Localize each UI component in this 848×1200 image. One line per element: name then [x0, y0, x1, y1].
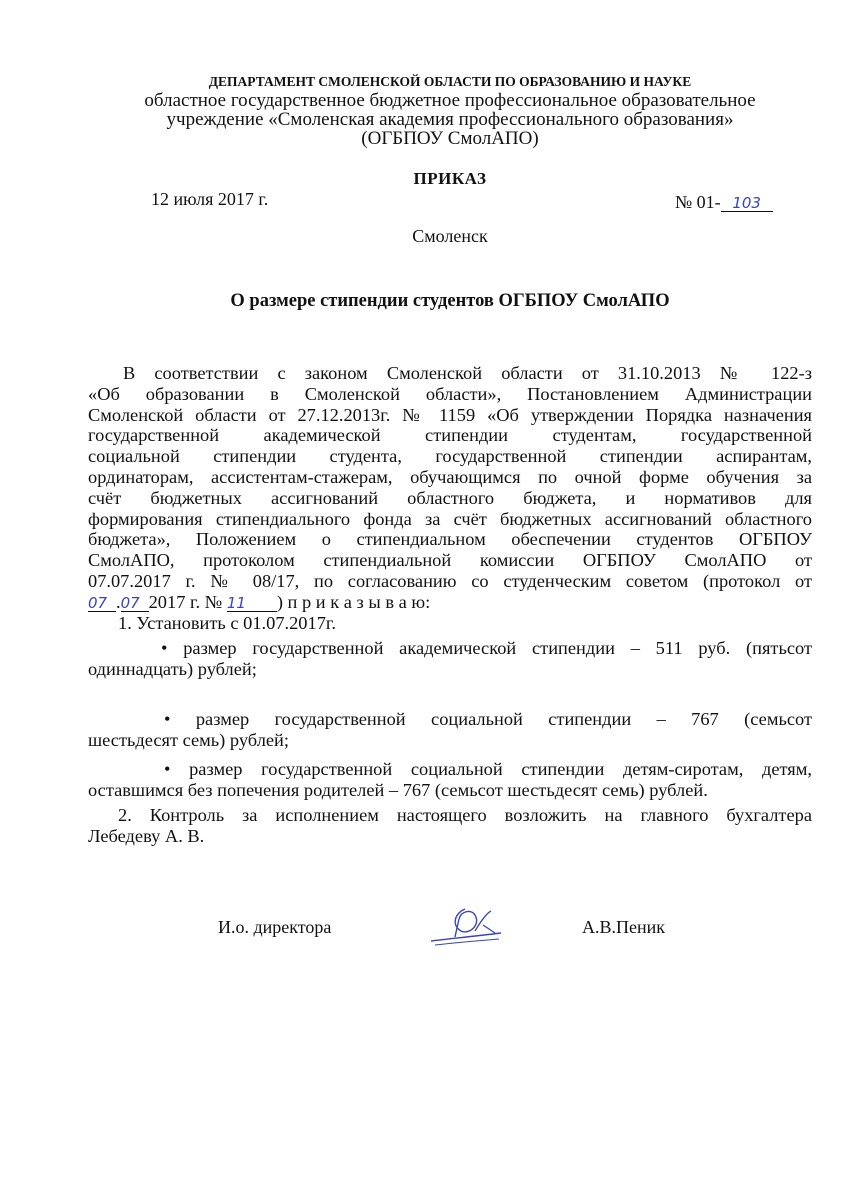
preamble-line: ординаторам, ассистентам-стажерам, обучающимся по очной форме обучения за — [88, 466, 812, 487]
clause-2 — [88, 805, 812, 847]
preamble-line: СмолАПО, протоколом стипендиальной комиссии ОГБПОУ СмолАПО от — [88, 550, 812, 571]
bullet-line: одиннадцать) рублей; — [88, 658, 257, 679]
order-closing-word: ) п р и к а з ы в а ю: — [276, 591, 431, 612]
order-number-handwritten: 103 — [721, 195, 773, 212]
order-number-prefix: № 01- — [675, 192, 721, 212]
handwritten-signature — [425, 903, 505, 951]
bullet-item — [88, 759, 812, 801]
bullet-line: • размер государственной академической стипендии – 511 руб. (пятьсот — [161, 638, 812, 658]
clause-2-line: 2. Контроль за исполнением настоящего возложить на главного бухгалтера — [118, 805, 812, 825]
organization-line: областное государственное бюджетное профессиональное образовательное — [144, 90, 756, 111]
order-date: 12 июля 2017 г. — [151, 189, 269, 209]
bullet-line: • размер государственной социальной стипендии детям-сиротам, детям, — [164, 759, 812, 779]
signatory-name: А.В.Пеник — [582, 917, 666, 937]
preamble-line: формирования стипендиального фонда за счёт бюджетных ассигнований областного — [88, 508, 812, 529]
preamble-line: государственной академической стипендии студентам, государственной — [88, 425, 812, 446]
protocol-year-text: 2017 г. № — [148, 591, 223, 612]
preamble-line: Смоленской области от 27.12.2013г. № 1159 «Об утверждении Порядка назначения — [88, 404, 812, 425]
bullet-line: • размер государственной социальной стипендии – 767 (семьсот — [164, 709, 812, 729]
department-name: ДЕПАРТАМЕНТ СМОЛЕНСКОЙ ОБЛАСТИ ПО ОБРАЗОВАНИЮ И НАУКЕ — [208, 74, 692, 89]
order-subject: О размере стипендии студентов ОГБПОУ СмолАПО — [230, 291, 670, 311]
organization-line: (ОГБПОУ СмолАПО) — [361, 128, 539, 149]
clause-1: 1. Установить с 01.07.2017г. — [118, 613, 336, 633]
preamble-line: счёт бюджетных ассигнований областного бюджета, и нормативов для — [88, 487, 812, 508]
preamble-line: «Об образовании в Смоленской области», Постановлением Администрации — [88, 383, 812, 404]
preamble-line: социальной стипендии студента, государственной стипендии аспирантам, — [88, 446, 812, 467]
city: Смоленск — [412, 226, 488, 246]
clauses — [88, 613, 812, 634]
bullet-item — [88, 638, 812, 680]
preamble-protocol-line: 07 .07 2017 г. № 11 ) п р и к а з ы в а ю: — [88, 591, 431, 612]
organization-line: учреждение «Смоленская академия профессионального образования» — [166, 109, 734, 130]
protocol-month-handwritten: 07 — [121, 595, 149, 612]
clause-2-line: Лебедеву А. В. — [88, 825, 205, 846]
order-number — [675, 192, 773, 213]
preamble-line: В соответствии с законом Смоленской области от 31.10.2013 № 122-з — [123, 363, 812, 383]
protocol-number-handwritten: 11 — [227, 595, 277, 612]
bullet-item — [88, 709, 812, 751]
preamble-line: бюджета», Положением о стипендиальном обеспечении студентов ОГБПОУ — [88, 529, 812, 550]
preamble-line: 07.07.2017 г. № 08/17, по согласованию со студенческим советом (протокол от — [88, 570, 812, 591]
bullet-line: оставшимся без попечения родителей – 767 (семьсот шестьдесят семь) рублей. — [88, 779, 708, 800]
document-title: ПРИКАЗ — [413, 169, 487, 188]
bullet-line: шестьдесят семь) рублей; — [88, 729, 289, 750]
protocol-day-handwritten: 07 — [88, 595, 116, 612]
organization-name — [88, 91, 812, 148]
signatory-position: И.о. директора — [218, 917, 332, 937]
preamble — [88, 363, 812, 613]
